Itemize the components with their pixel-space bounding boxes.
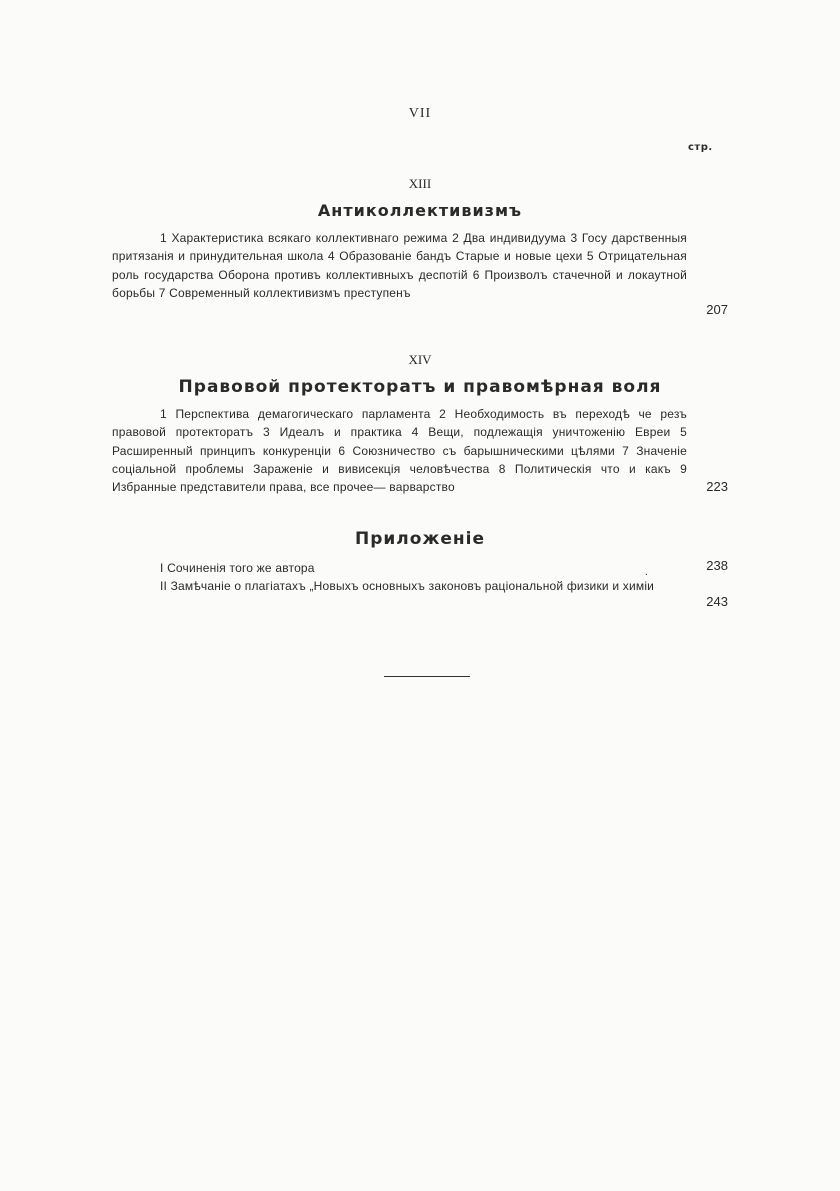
section-numeral: XIII [408, 176, 432, 191]
section-title: Приложеніе [355, 529, 485, 549]
toc-entry-page: 243 [706, 594, 728, 609]
toc-entry-text: 1 Перспектива демагогическаго парламента 2 Необходимость въ переходѣ че резъ правовой протекторатъ 3 Идеалъ и практика 4 Вещи, подлежащія уничтоженію Евреи 5 Расширенный принципъ конкуренціи 6 Союзничество съ барышническими цѣлями 7 Значеніе соціальной проблемы Зараженіе и вивисекція человѣчества 8 Политическія что и какъ 9 Избранные представители права, все прочее— варварство [112, 407, 687, 495]
toc-entry-page: 238 [706, 558, 728, 573]
section-title: Правовой протекторатъ и правомѣрная воля [178, 377, 662, 397]
page-column-label: стр. [688, 142, 713, 153]
page-number: VII [408, 106, 432, 121]
section-numeral: XIV [408, 352, 432, 367]
toc-entry-page: 207 [706, 302, 728, 317]
toc-entry-page: 223 [706, 479, 728, 494]
toc-entry-text: II Замѣчаніе о плагіатахъ „Новыхъ основныхъ законовъ раціональной физики и химіи [160, 579, 655, 593]
leader-dot: . [645, 566, 648, 578]
closing-rule [384, 676, 470, 677]
section-title: Антиколлективизмъ [317, 201, 523, 220]
toc-entry-text: 1 Характеристика всякаго коллективнаго режима 2 Два индивидуума 3 Госу дарственныя притязанія и принудительная школа 4 Образованіе бандъ Старые и новые цехи 5 Отрицательная роль государства Оборона противъ коллективныхъ деспотій 6 Произволъ стачечной и локаутной борьбы 7 Современный коллективизмъ преступенъ [112, 231, 687, 300]
toc-entry-text: I Сочиненія того же автора [160, 561, 315, 575]
